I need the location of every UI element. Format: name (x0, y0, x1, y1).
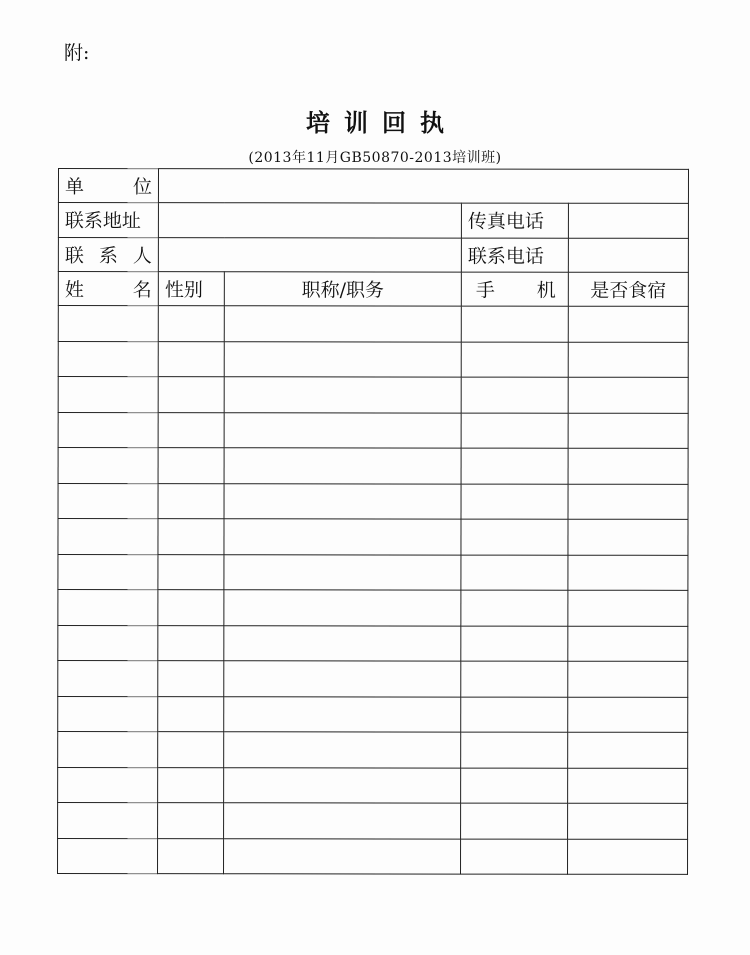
attendee-accommodation-cell[interactable] (568, 768, 688, 804)
col-header-mobile-text (468, 276, 562, 303)
attendee-gender-cell[interactable] (158, 803, 224, 839)
attendee-mobile-cell[interactable] (461, 626, 568, 662)
attendee-row (58, 838, 688, 874)
fax-label: 传真电话 (467, 211, 544, 234)
address-label: 联系地址 (64, 210, 141, 233)
unit-label-char-1: 单 (64, 176, 85, 199)
unit-row (58, 169, 688, 204)
attendee-row (58, 732, 688, 768)
attendee-title-position-cell[interactable] (224, 341, 461, 377)
attendee-title-position-cell[interactable] (224, 554, 461, 590)
attendee-gender-cell[interactable] (158, 448, 224, 484)
attendee-title-position-cell[interactable] (224, 661, 461, 697)
contact-phone-label: 联系电话 (467, 245, 544, 268)
attendee-accommodation-cell[interactable] (568, 484, 688, 520)
attendee-gender-cell[interactable] (158, 377, 224, 413)
col-header-title-position-text: 职称/职务 (301, 279, 385, 302)
attendee-mobile-cell[interactable] (461, 732, 568, 768)
attendee-row (58, 306, 688, 342)
attendee-title-position-cell[interactable] (224, 803, 461, 839)
attendee-row (58, 767, 688, 803)
attendee-row (58, 696, 688, 732)
attendee-mobile-cell[interactable] (461, 697, 568, 733)
col-header-gender-text: 性别 (164, 279, 203, 302)
col-header-name (58, 271, 158, 305)
col-header-accommodation (568, 272, 688, 306)
attendee-gender-cell[interactable] (158, 838, 224, 874)
attendee-gender-cell[interactable] (158, 732, 224, 768)
attendee-row (58, 341, 688, 377)
attendee-title-position-cell[interactable] (224, 767, 461, 803)
attendee-accommodation-cell[interactable] (568, 519, 688, 555)
attendee-row (58, 483, 688, 519)
fax-value-cell[interactable] (568, 204, 688, 238)
attachment-label: 附: (64, 42, 90, 64)
attendee-mobile-cell[interactable] (461, 306, 568, 342)
col-header-title-position (224, 272, 461, 307)
attendee-gender-cell[interactable] (158, 696, 224, 732)
attendee-title-position-cell[interactable] (224, 696, 461, 732)
attendee-mobile-cell[interactable] (461, 661, 568, 697)
attendee-name-cell[interactable] (58, 519, 158, 555)
contact-row (58, 237, 688, 272)
attendee-name-cell[interactable] (58, 306, 158, 342)
attendee-name-cell[interactable] (58, 590, 158, 626)
attendee-title-position-cell[interactable] (224, 377, 461, 413)
contact-person-char-3: 人 (132, 244, 152, 267)
attendee-accommodation-cell[interactable] (568, 448, 688, 484)
col-header-mobile-char-2: 机 (536, 279, 556, 302)
address-label-cell (58, 203, 158, 237)
attendee-accommodation-cell[interactable] (568, 626, 688, 662)
contact-person-label-cell (58, 237, 158, 271)
attendee-mobile-cell[interactable] (461, 342, 568, 378)
attendee-gender-cell[interactable] (158, 341, 224, 377)
document-subtitle: (2013年11月GB50870-2013培训班) (248, 150, 502, 166)
document-title: 培训回执 (306, 108, 458, 137)
col-header-name-char-2: 名 (132, 279, 152, 302)
attendee-mobile-cell[interactable] (461, 413, 568, 449)
attendee-row (58, 803, 688, 839)
attendee-title-position-cell[interactable] (224, 448, 461, 484)
attendee-name-cell[interactable] (58, 412, 158, 448)
col-header-name-char-1: 姓 (64, 279, 84, 302)
attendee-mobile-cell[interactable] (461, 377, 568, 413)
address-row (58, 203, 688, 238)
attendee-accommodation-cell[interactable] (568, 803, 688, 839)
attendee-accommodation-cell[interactable] (568, 697, 688, 733)
registration-form-table (57, 168, 689, 875)
attendee-accommodation-cell[interactable] (568, 555, 688, 591)
attendee-row (58, 412, 688, 448)
contact-phone-label-cell (461, 238, 568, 272)
attendee-title-position-cell[interactable] (224, 306, 461, 342)
attendee-title-position-cell[interactable] (224, 412, 461, 448)
attendee-mobile-cell[interactable] (461, 768, 568, 804)
attendee-name-cell[interactable] (58, 732, 158, 768)
attendee-name-cell[interactable] (58, 448, 158, 484)
col-header-mobile (461, 272, 568, 306)
contact-person-char-1: 联 (64, 244, 84, 267)
attendee-gender-cell[interactable] (158, 554, 224, 590)
contact-person-value-cell[interactable] (158, 237, 461, 272)
attendee-row (58, 661, 688, 697)
attendee-name-cell[interactable] (58, 696, 158, 732)
attendee-mobile-cell[interactable] (461, 803, 568, 839)
attendee-gender-cell[interactable] (158, 306, 224, 342)
attendee-title-position-cell[interactable] (224, 590, 461, 626)
attendee-name-cell[interactable] (58, 625, 158, 661)
attendee-name-cell[interactable] (58, 483, 158, 519)
attendee-accommodation-cell[interactable] (568, 661, 688, 697)
attendee-name-cell[interactable] (58, 661, 158, 697)
attendee-accommodation-cell[interactable] (568, 306, 688, 342)
attendee-accommodation-cell[interactable] (568, 413, 688, 449)
attendee-name-cell[interactable] (58, 767, 158, 803)
attendee-row (58, 448, 688, 484)
attendee-title-position-cell[interactable] (224, 838, 461, 874)
column-header-row (58, 271, 688, 306)
col-header-name-text (65, 275, 152, 302)
col-header-accommodation-text: 是否食宿 (590, 279, 667, 302)
attendee-gender-cell[interactable] (158, 590, 224, 626)
attendee-accommodation-cell[interactable] (568, 377, 688, 413)
attendee-name-cell[interactable] (58, 838, 158, 874)
contact-phone-value-cell[interactable] (568, 238, 688, 272)
attendee-accommodation-cell[interactable] (568, 732, 688, 768)
attendee-name-cell[interactable] (58, 803, 158, 839)
attendee-accommodation-cell[interactable] (568, 342, 688, 378)
attendee-row (58, 554, 688, 590)
address-value-cell[interactable] (158, 203, 461, 238)
attendee-mobile-cell[interactable] (461, 555, 568, 591)
attendee-title-position-cell[interactable] (224, 519, 461, 555)
attendee-mobile-cell[interactable] (461, 590, 568, 626)
contact-person-label (65, 241, 152, 268)
unit-label-cell (58, 169, 158, 203)
attendee-mobile-cell[interactable] (461, 448, 568, 484)
attendee-accommodation-cell[interactable] (568, 590, 688, 626)
attendee-row (58, 377, 688, 413)
attendee-row (58, 625, 688, 661)
attendee-title-position-cell[interactable] (224, 625, 461, 661)
attendee-gender-cell[interactable] (158, 483, 224, 519)
attendee-name-cell[interactable] (58, 554, 158, 590)
attendee-name-cell[interactable] (58, 341, 158, 377)
attendee-gender-cell[interactable] (158, 519, 224, 555)
unit-value-cell[interactable] (158, 169, 688, 204)
attendee-name-cell[interactable] (58, 377, 158, 413)
attendee-mobile-cell[interactable] (461, 519, 568, 555)
attendee-gender-cell[interactable] (158, 661, 224, 697)
attendee-gender-cell[interactable] (158, 412, 224, 448)
col-header-gender (158, 272, 224, 306)
col-header-mobile-char-1: 手 (475, 279, 495, 302)
attendee-accommodation-cell[interactable] (568, 839, 688, 875)
unit-label-char-2: 位 (132, 176, 152, 199)
unit-label (65, 172, 152, 199)
attendee-title-position-cell[interactable] (224, 483, 461, 519)
fax-label-cell (461, 203, 568, 237)
attendee-row (58, 590, 688, 626)
attendee-mobile-cell[interactable] (461, 484, 568, 520)
contact-person-char-2: 系 (98, 244, 118, 267)
attendee-row (58, 519, 688, 555)
attendee-title-position-cell[interactable] (224, 732, 461, 768)
attendee-mobile-cell[interactable] (461, 839, 568, 875)
attendee-gender-cell[interactable] (158, 767, 224, 803)
attendee-gender-cell[interactable] (158, 625, 224, 661)
